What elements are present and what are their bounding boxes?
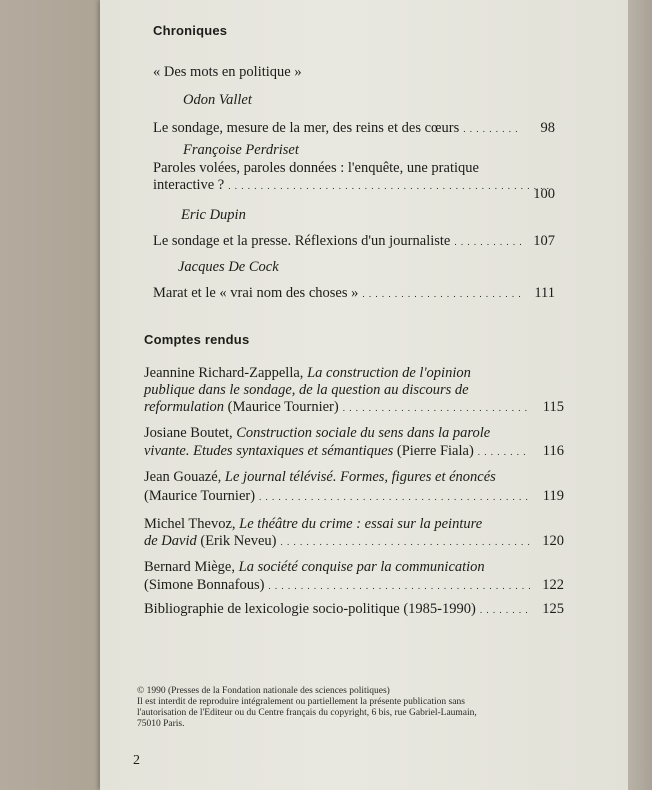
entry-author: Eric Dupin (181, 207, 246, 223)
review-line: (Simone Bonnafous) . . . 122 (144, 577, 564, 595)
review-line: de David (Erik Neveu) . . . 120 (144, 533, 564, 551)
leader-dots (478, 443, 530, 461)
entry-author: Françoise Perdriset (183, 142, 299, 158)
leader-dots (480, 601, 530, 619)
leader-dots (362, 285, 521, 303)
entry-line (153, 120, 555, 138)
entry-title: Paroles volées, paroles données : l'enquête, une pratique (153, 160, 479, 176)
entry-page: 119 (542, 488, 564, 504)
entry-author: Odon Vallet (183, 92, 252, 108)
background-right (628, 0, 652, 790)
entry-title: Le sondage, mesure de la mer, des reins et des cœurs (153, 120, 460, 136)
section-title-chroniques: Chroniques (153, 23, 228, 38)
entry-page: 116 (542, 443, 564, 459)
review-line: reformulation (Maurice Tournier) . . . 115 (144, 399, 564, 417)
review-line: Bibliographie de lexicologie socio-politique (1985-1990) . . . 125 (144, 601, 564, 619)
leader-dots (280, 533, 530, 551)
entry-page: 98 (540, 120, 555, 136)
entry-author: Jacques De Cock (178, 259, 279, 275)
series-title: « Des mots en politique » (153, 64, 302, 80)
entry-page: 125 (542, 601, 564, 617)
entry-line (153, 285, 555, 303)
review-line: publique dans le sondage, de la question au discours de (144, 382, 469, 398)
copyright-notice: © 1990 (Presses de la Fondation nationale des sciences politiques) Il est interdit de reproduire intégralement ou partiellement la présente publication sans l'autorisation de l'Editeur ou du Centre français du copyright, 6 bis, rue Gabriel-Laumain, 75010 Paris. (137, 686, 477, 729)
review-line: Michel Thevoz, Le théâtre du crime : essai sur la peinture (144, 516, 483, 532)
section-title-comptes-rendus: Comptes rendus (144, 332, 250, 347)
entry-page: 115 (542, 399, 564, 415)
review-line: Jeannine Richard-Zappella, La construction de l'opinion (144, 365, 471, 381)
leader-dots (454, 233, 521, 251)
review-line: Jean Gouazé, Le journal télévisé. Formes, figures et énoncés (144, 469, 496, 485)
entry-page: 100 (533, 186, 555, 202)
entry-line (153, 233, 555, 251)
background-left (0, 0, 100, 790)
leader-dots (463, 120, 521, 138)
entry-page: 122 (542, 577, 564, 593)
entry-page: 107 (533, 233, 555, 249)
leader-dots (259, 488, 530, 506)
entry-page: 111 (534, 285, 555, 301)
leader-dots (268, 577, 530, 595)
entry-title: Marat et le « vrai nom des choses » (153, 285, 359, 301)
entry-title: Le sondage et la presse. Réflexions d'un journaliste (153, 233, 451, 249)
leader-dots (343, 399, 530, 417)
review-line: Josiane Boutet, Construction sociale du sens dans la parole (144, 425, 491, 441)
page-number: 2 (133, 753, 140, 768)
review-line: Bernard Miège, La société conquise par la communication (144, 559, 485, 575)
review-line: (Maurice Tournier) . . . 119 (144, 488, 564, 506)
entry-title-cont: interactive ? (153, 177, 225, 193)
review-line: vivante. Etudes syntaxiques et sémantiques (Pierre Fiala) . . . 116 (144, 443, 564, 461)
entry-page: 120 (542, 533, 564, 549)
